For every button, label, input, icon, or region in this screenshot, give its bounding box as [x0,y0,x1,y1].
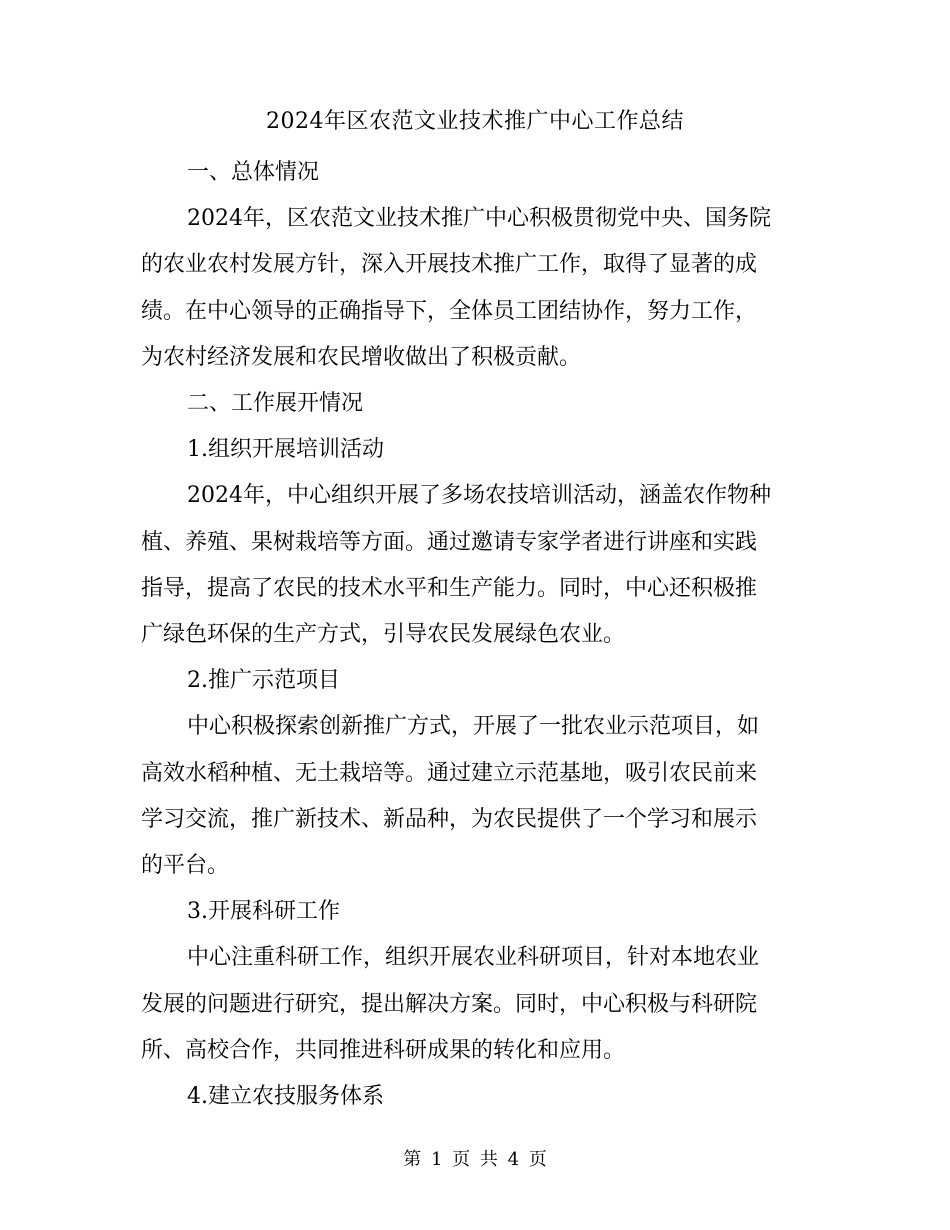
paragraph-training [141,473,811,658]
subsection-heading-training: 1.组织开展培训活动 [187,437,384,463]
paragraph-line: 的农业农村发展方针，深入开展技术推广工作，取得了显著的成 [141,252,758,278]
section-heading-work: 二、工作展开情况 [187,391,364,417]
paragraph-line: 中心积极探索创新推广方式，开展了一批农业示范项目，如 [187,714,760,740]
paragraph-line: 的平台。 [141,853,230,879]
paragraph-line: 绩。在中心领导的正确指导下，全体员工团结协作，努力工作， [141,298,758,324]
document-body [141,150,811,1120]
paragraph-demo [141,704,811,889]
paragraph-line: 为农村经济发展和农民增收做出了积极贡献。 [141,344,582,370]
page-footer: 第 1 页 共 4 页 [403,1149,547,1170]
subsection-heading-research: 3.开展科研工作 [187,899,340,925]
paragraph-line: 植、养殖、果树栽培等方面。通过邀请专家学者进行讲座和实践 [141,529,758,555]
paragraph-research [141,935,811,1074]
paragraph-line: 中心注重科研工作，组织开展农业科研项目，针对本地农业 [187,945,760,971]
paragraph-line: 指导，提高了农民的技术水平和生产能力。同时，中心还积极推 [141,575,758,601]
subsection-heading-service-system: 4.建立农技服务体系 [187,1084,384,1110]
paragraph-line: 学习交流，推广新技术、新品种，为农民提供了一个学习和展示 [141,806,758,832]
paragraph-line: 2024年，区农范文业技术推广中心积极贯彻党中央、国务院 [187,206,771,232]
document-title: 2024年区农范文业技术推广中心工作总结 [266,109,684,134]
paragraph-line: 广绿色环保的生产方式，引导农民发展绿色农业。 [141,622,626,648]
paragraph-line: 高效水稻种植、无土栽培等。通过建立示范基地，吸引农民前来 [141,760,758,786]
paragraph-line: 所、高校合作，共同推进科研成果的转化和应用。 [141,1037,626,1063]
section-heading-overview: 一、总体情况 [187,160,320,185]
subsection-heading-demo: 2.推广示范项目 [187,668,340,694]
paragraph-overview [141,196,811,381]
paragraph-line: 2024年，中心组织开展了多场农技培训活动，涵盖农作物种 [187,483,771,509]
paragraph-line: 发展的问题进行研究，提出解决方案。同时，中心积极与科研院 [141,991,758,1017]
